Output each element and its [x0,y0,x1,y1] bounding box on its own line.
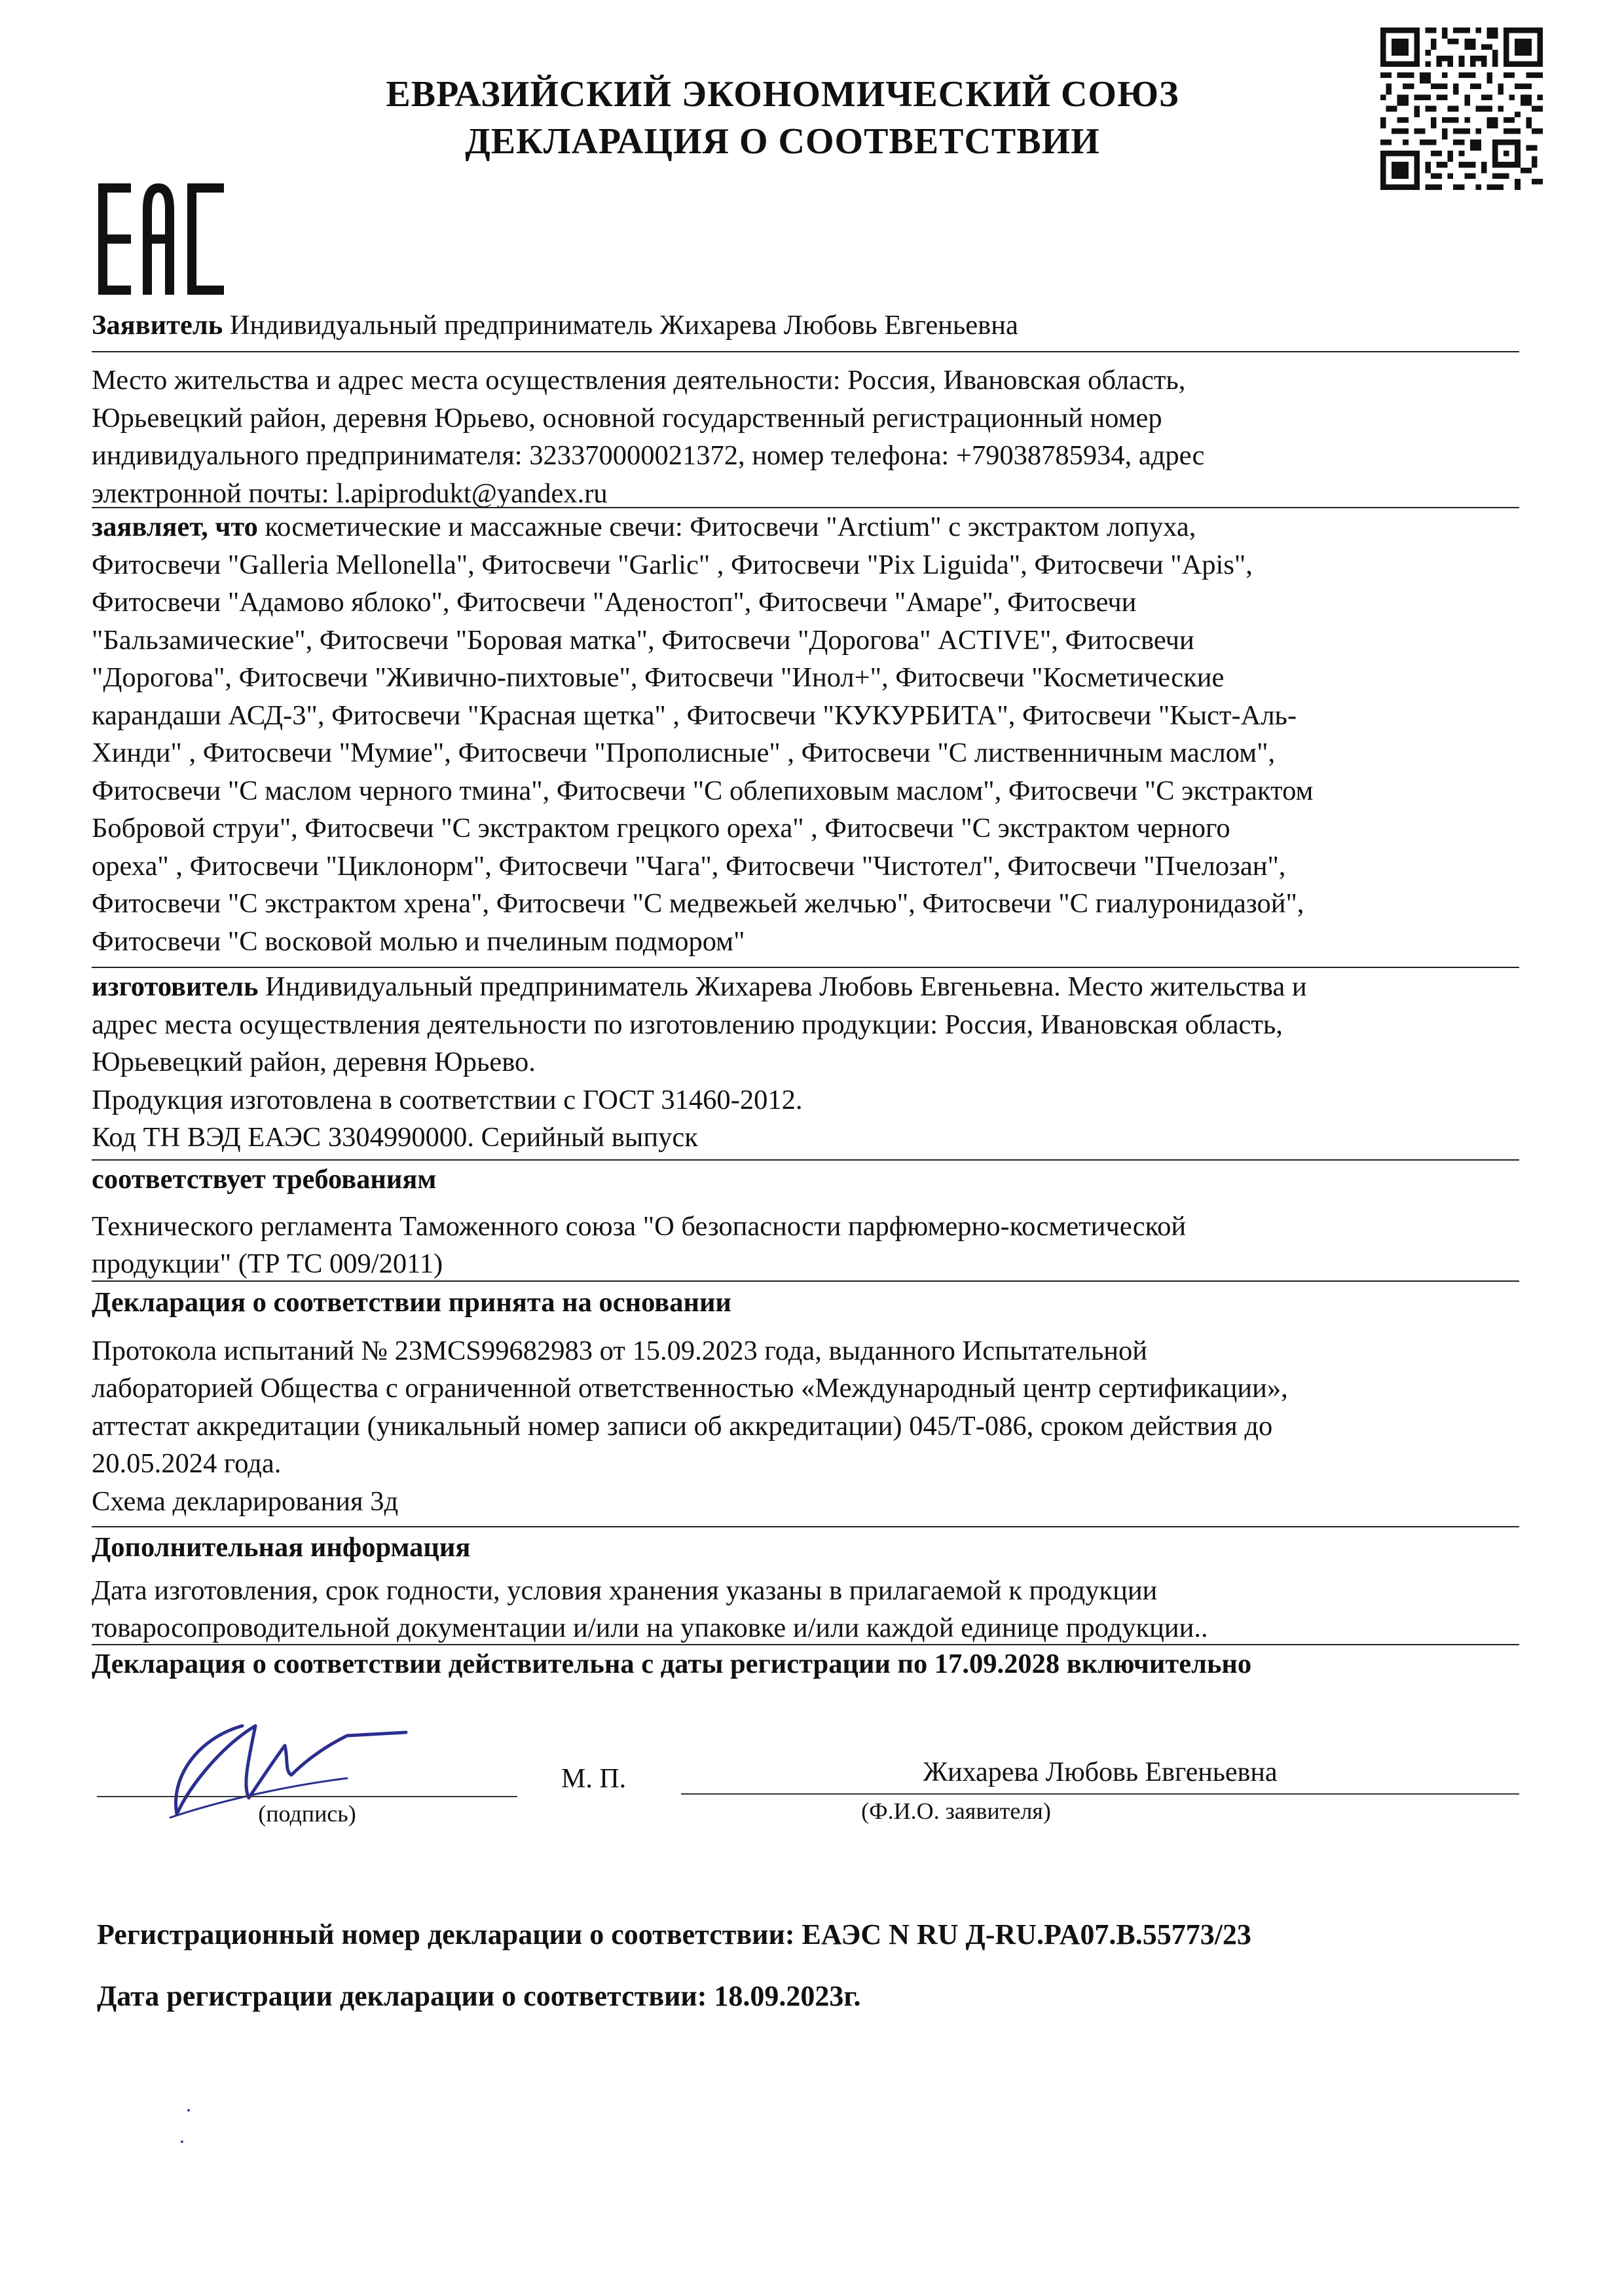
manufacturer-line: Продукция изготовлена в соответствии с ГОСТ 31460-2012. [92,1084,803,1115]
basis-line: аттестат аккредитации (уникальный номер записи об аккредитации) 045/Т-086, сроком действия до [92,1410,1273,1442]
conforms-label: соответствует требованиям [92,1164,437,1195]
declares-line: "Дорогова", Фитосвечи "Живично-пихтовые", Фитосвечи "Инол+", Фитосвечи "Косметические [92,662,1225,693]
additional-section [92,1529,1519,1647]
manufacturer-line: адрес места осуществления деятельности по изготовлению продукции: Россия, Ивановская область, [92,1009,1283,1040]
basis-line: 20.05.2024 года. [92,1448,282,1479]
validity-statement: Декларация о соответствии действительна с даты регистрации по 17.09.2028 включительно [92,1649,1252,1679]
declares-line: Бобровой струи", Фитосвечи "С экстрактом грецкого ореха" , Фитосвечи "С экстрактом черного [92,813,1230,844]
declares-line: Фитосвечи "С восковой молью и пчелиным подмором" [92,925,745,957]
manufacturer-section [92,968,1519,1157]
declares-line: Фитосвечи "С экстрактом хрена", Фитосвечи "С медвежьей желчью", Фитосвечи "С гиалуронидазой", [92,888,1304,919]
conforms-line: Технического регламента Таможенного союза "О безопасности парфюмерно-косметической [92,1210,1187,1242]
manufacturer-line: Индивидуальный предприниматель Жихарева Любовь Евгеньевна. Место жительства и [258,971,1307,1002]
declares-line: Фитосвечи "Galleria Mellonella", Фитосвечи "Garlic" , Фитосвечи "Pix Liguida", Фитосвечи "Apis", [92,549,1253,580]
divider [92,1526,1519,1527]
stamp-placeholder: М. П. [561,1764,627,1794]
basis-line: лабораторией Общества с ограниченной ответственностью «Международный центр сертификации», [92,1373,1288,1404]
declares-line: карандаши АСД-3", Фитосвечи "Красная щетка" , Фитосвечи "КУКУРБИТА", Фитосвечи "Кыст-Аль- [92,700,1297,731]
eac-mark-icon [98,183,229,295]
ink-speck [187,2109,190,2112]
declares-section [92,508,1519,960]
header-union-title: ЕВРАЗИЙСКИЙ ЭКОНОМИЧЕСКИЙ СОЮЗ [386,74,1179,115]
declares-line: Фитосвечи "Адамово яблоко", Фитосвечи "Аденостоп", Фитосвечи "Амаре", Фитосвечи [92,587,1137,618]
signature-line [97,1796,517,1797]
manufacturer-label: изготовитель [92,971,259,1002]
address-line: Юрьевецкий район, деревня Юрьево, основной государственный регистрационный номер [92,402,1162,434]
address-line: Место жительства и адрес места осуществления деятельности: Россия, Ивановская область, [92,365,1186,396]
additional-label: Дополнительная информация [92,1532,471,1563]
qr-code-icon [1380,28,1543,190]
registration-number: Регистрационный номер декларации о соответствии: ЕАЭС N RU Д-RU.PA07.B.55773/23 [97,1918,1251,1950]
name-line [681,1793,1519,1795]
ink-speck [181,2140,183,2143]
declares-label: заявляет, что [92,512,258,542]
registration-date: Дата регистрации декларации о соответствии: 18.09.2023г. [97,1980,861,2012]
manufacturer-line: Юрьевецкий район, деревня Юрьево. [92,1047,536,1077]
conforms-section [92,1161,1519,1283]
address-line: индивидуального предпринимателя: 323370000021372, номер телефона: +79038785934, адрес [92,440,1205,471]
declares-line: "Бальзамические", Фитосвечи "Боровая матка", Фитосвечи "Дорогова" ACTIVE", Фитосвечи [92,624,1194,656]
basis-line: Схема декларирования 3д [92,1485,399,1517]
signer-name: Жихарева Любовь Евгеньевна [923,1757,1278,1787]
manufacturer-line: Код ТН ВЭД ЕАЭС 3304990000. Серийный выпуск [92,1122,698,1153]
address-section [92,362,1519,512]
applicant-label: Заявитель [92,310,223,341]
name-caption: (Ф.И.О. заявителя) [861,1798,1051,1824]
basis-line: Протокола испытаний № 23MCS99682983 от 15.09.2023 года, выданного Испытательной [92,1335,1148,1366]
declares-line: ореха" , Фитосвечи "Циклонорм", Фитосвечи "Чага", Фитосвечи "Чистотел", Фитосвечи "Пчелозан", [92,850,1286,882]
basis-section [92,1284,1519,1520]
basis-label: Декларация о соответствии принята на основании [92,1287,731,1318]
signature-caption: (подпись) [258,1801,356,1827]
additional-line: Дата изготовления, срок годности, условия хранения указаны в прилагаемой к продукции [92,1575,1158,1606]
declares-line: косметические и массажные свечи: Фитосвечи "Arctium" с экстрактом лопуха, [257,512,1196,542]
applicant-value: Индивидуальный предприниматель Жихарева Любовь Евгеньевна [223,310,1018,341]
declares-line: Хинди" , Фитосвечи "Мумие", Фитосвечи "Прополисные" , Фитосвечи "С лиственничным маслом", [92,737,1276,768]
declares-line: Фитосвечи "С маслом черного тмина", Фитосвечи "С облепиховым маслом", Фитосвечи "С экстрактом [92,775,1314,806]
divider [92,1280,1519,1282]
additional-line: товаросопроводительной документации и/или на упаковке и/или каждой единице продукции.. [92,1613,1208,1643]
conforms-line: продукции" (ТР ТС 009/2011) [92,1248,443,1279]
applicant-section [92,307,1519,345]
address-line: электронной почты: l.apiprodukt@yandex.ru [92,477,608,509]
divider [92,351,1519,352]
header-declaration-title: ДЕКЛАРАЦИЯ О СООТВЕТСТВИИ [465,121,1100,162]
